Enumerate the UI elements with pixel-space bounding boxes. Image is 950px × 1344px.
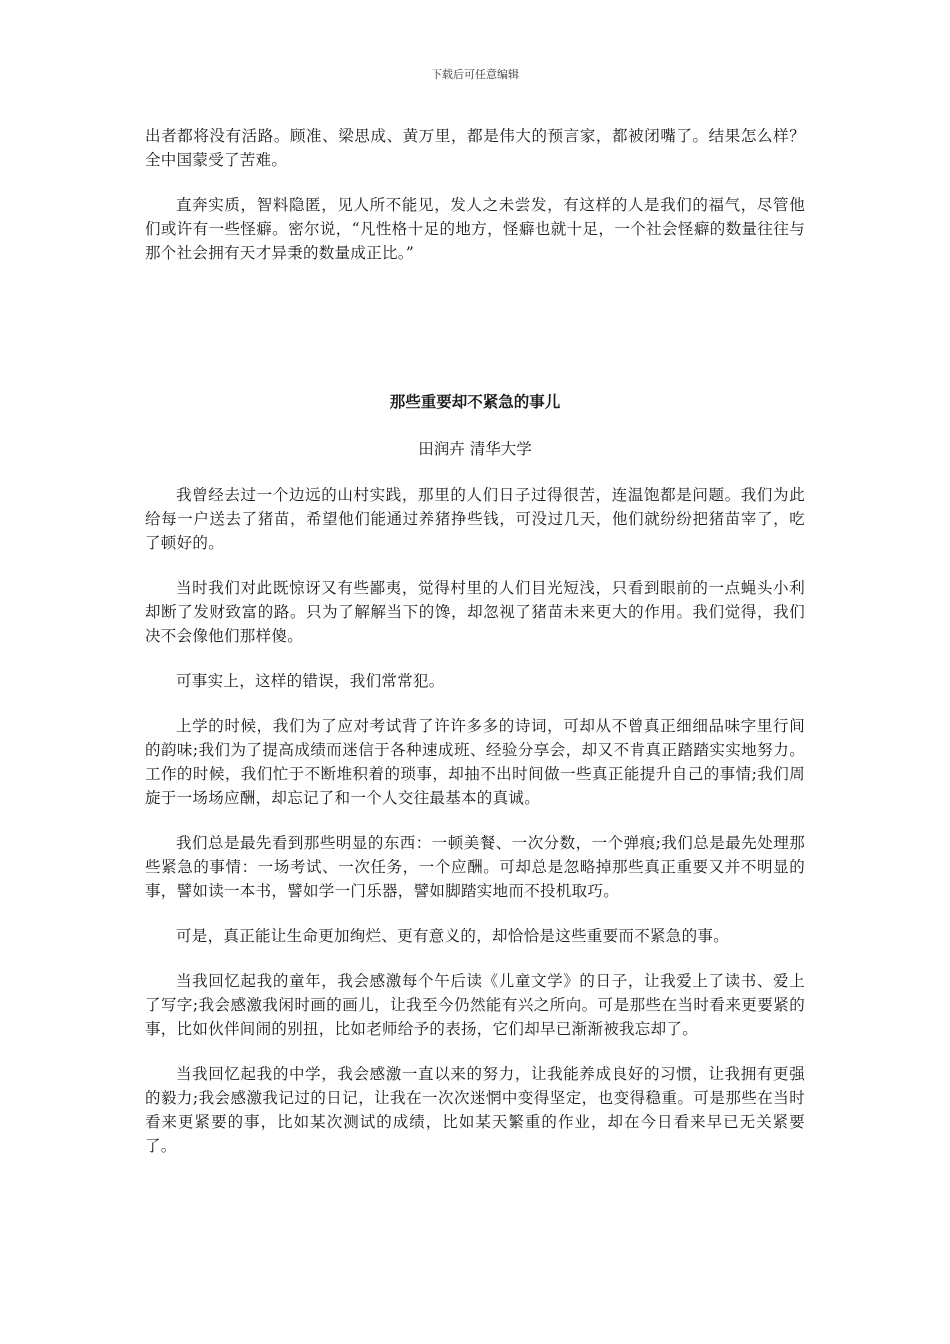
continued-text xyxy=(145,124,805,286)
paragraph: 我曾经去过一个边远的山村实践，那里的人们日子过得很苦，连温饱都是问题。我们为此给每一户送去了猪苗，希望他们能通过养猪挣些钱，可没过几天，他们就纷纷把猪苗宰了，吃了顿好的。 xyxy=(145,486,805,552)
page-header: 下载后可任意编辑 xyxy=(431,68,519,81)
paragraph: 我们总是最先看到那些明显的东西：一顿美餐、一次分数，一个弹痕;我们总是最先处理那些紧急的事情：一场考试、一次任务，一个应酬。可却总是忽略掉那些真正重要又并不明显的事，譬如读一本书，譬如学一门乐器，譬如脚踏实地而不投机取巧。 xyxy=(145,834,805,900)
article-body xyxy=(145,483,805,1179)
article-title: 那些重要却不紧急的事儿 xyxy=(389,393,561,411)
paragraph: 出者都将没有活路。顾准、梁思成、黄万里，都是伟大的预言家，都被闭嘴了。结果怎么样？全中国蒙受了苦难。 xyxy=(145,127,805,169)
paragraph: 直奔实质，智料隐匿，见人所不能见，发人之未尝发，有这样的人是我们的福气，尽管他们或许有一些怪癖。密尔说，“凡性格十足的地方，怪癖也就十足，一个社会怪癖的数量往往与那个社会拥有天才异秉的数量成正比。” xyxy=(145,196,805,262)
paragraph: 当时我们对此既惊讶又有些鄙夷，觉得村里的人们目光短浅，只看到眼前的一点蝇头小利却断了发财致富的路。只为了解解当下的馋，却忽视了猪苗未来更大的作用。我们觉得，我们决不会像他们那样傻。 xyxy=(145,579,805,645)
paragraph: 可是，真正能让生命更加绚烂、更有意义的，却恰恰是这些重要而不紧急的事。 xyxy=(176,927,730,945)
article-author: 田润卉 清华大学 xyxy=(418,440,532,458)
paragraph: 上学的时候，我们为了应对考试背了许许多多的诗词，可却从不曾真正细细品味字里行间的韵味;我们为了提高成绩而迷信于各种速成班、经验分享会，却又不肯真正踏踏实实地努力。工作的时候，我们忙于不断堆积着的琐事，却抽不出时间做一些真正能提升自己的事情;我们周旋于一场场应酬，却忘记了和一个人交往最基本的真诚。 xyxy=(145,717,805,807)
paragraph: 可事实上，这样的错误，我们常常犯。 xyxy=(176,672,445,690)
paragraph: 当我回忆起我的童年，我会感激每个午后读《儿童文学》的日子，让我爱上了读书、爱上了写字;我会感激我闲时画的画儿，让我至今仍然能有兴之所向。可是那些在当时看来更要紧的事，比如伙伴间闹的别扭，比如老师给予的表扬，它们却早已渐渐被我忘却了。 xyxy=(145,972,805,1038)
paragraph: 当我回忆起我的中学，我会感激一直以来的努力，让我能养成良好的习惯，让我拥有更强的毅力;我会感激我记过的日记，让我在一次次迷惘中变得坚定，也变得稳重。可是那些在当时看来更紧要的事，比如某次测试的成绩，比如某天繁重的作业，却在今日看来早已无关紧要了。 xyxy=(145,1065,805,1155)
